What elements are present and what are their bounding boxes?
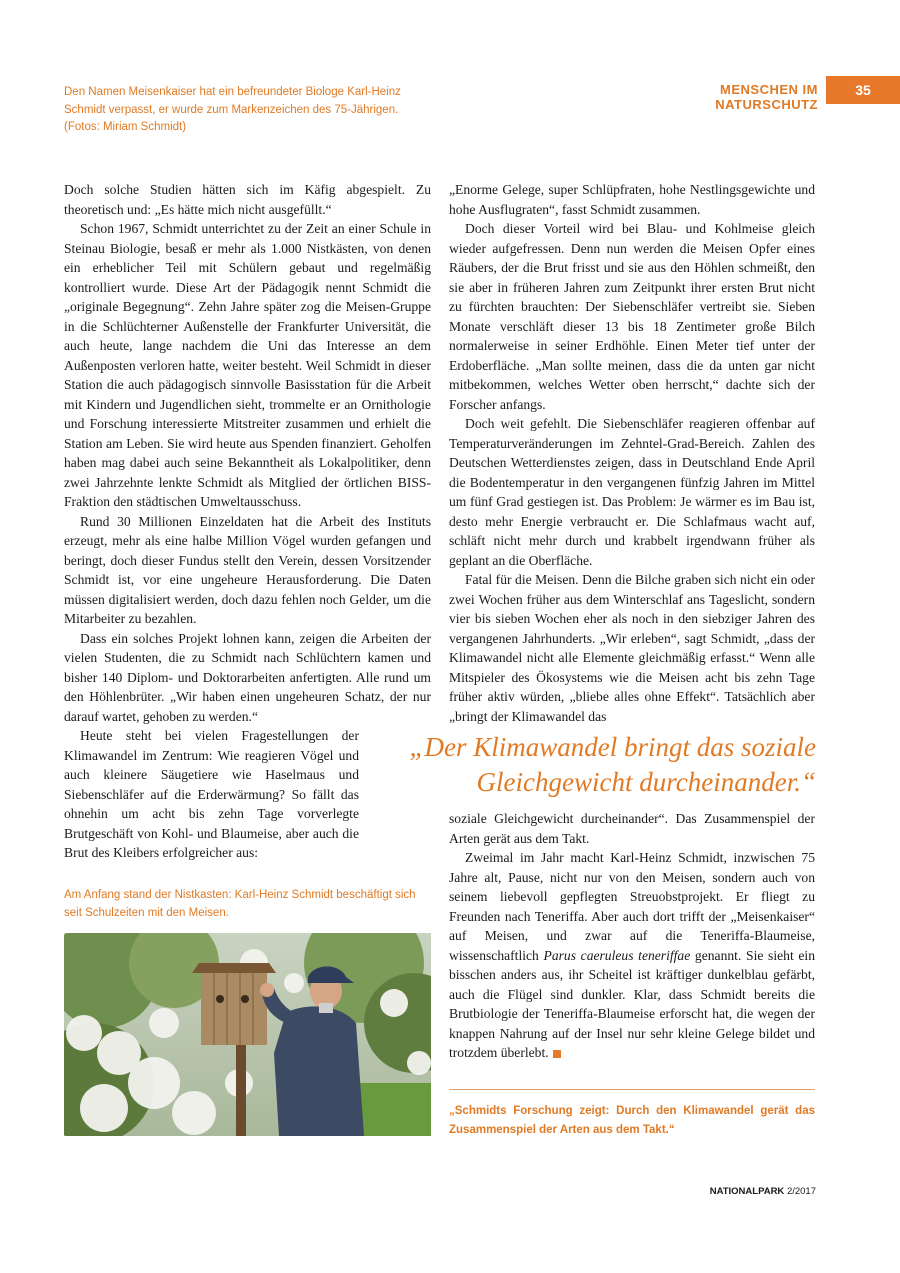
divider: [449, 1089, 815, 1090]
paragraph: Doch solche Studien hätten sich im Käfig abgespielt. Zu theoretisch und: „Es hätte mich nicht ausgefüllt.“: [64, 182, 431, 217]
paragraph-text: genannt. Sie sieht ein bisschen anders aus, ihr Scheitel ist kräftiger dunkelblau gefärbt, auch die Flügel sind dunkler. Klar, dass Schmidt bereits die Brutbiologie der Teneriffa-Blaumeise erforscht hat, die wegen der knappen Nahrung auf der Insel nur sehr kleine Gelege bildet und trotzdem überlebt.: [449, 947, 815, 1060]
paragraph: Rund 30 Millionen Einzeldaten hat die Arbeit des Instituts erzeugt, mehr als eine halbe Million Vögel wurden gefangen und beringt, doch dieser Fundus stellt den Verein, dessen Vorsitzender Schmidt ist, vor eine ungeheure Herausforderung. Die Daten müssen digitalisiert werden, doch dazu fehlen noch Gelder, um die Mitarbeiter zu bezahlen.: [64, 513, 431, 626]
paragraph: soziale Gleichgewicht durcheinander“. Das Zusammenspiel der Arten gerät aus dem Takt.: [449, 811, 815, 846]
paragraph: „Enorme Gelege, super Schlüpfraten, hohe Nestlingsgewichte und hohe Ausflugraten“, fasst Schmidt zusammen.: [449, 182, 815, 217]
paragraph-text: Zweimal im Jahr macht Karl-Heinz Schmidt, inzwischen 75 Jahre alt, Pause, nicht nur von den Meisen, sondern auch von seinem liebevoll gepflegten Streuobstprojekt. Er fliegt zu Freunden nach Teneriffa. Aber auch dort trifft der „Meisenkaiser“ auf Meisen, und zwar auf die Teneriffa-Blaumeise, wissenschaftlich: [449, 850, 815, 963]
photo-caption-top: Den Namen Meisenkaiser hat ein befreundeter Biologe Karl-Heinz Schmidt verpasst, er wurde zum Markenzeichen des 75-Jährigen. (Fotos: Miriam Schmidt): [64, 86, 401, 133]
paragraph: Heute steht bei vielen Fragestellungen der Klimawandel im Zentrum: Wie reagieren Vögel und auch kleinere Säugetiere wie Haselmaus und Siebenschläfer auf die Erderwärmung? So fällt das ohnehin um acht bis zehn Tage vorverlegte Brutgeschäft von Kohl- und Blaumeise, aber auch die Brut des Kleibers erfolgreicher aus:: [64, 728, 359, 860]
paragraph: [449, 848, 815, 1063]
photo-caption-bottom: Am Anfang stand der Nistkasten: Karl-Heinz Schmidt beschäftigt sich seit Schulzeiten mit den Meisen.: [64, 889, 416, 919]
section-title: MENSCHEN IM NATURSCHUTZ: [715, 82, 818, 112]
pull-quote: [360, 730, 816, 800]
photo-nest-box: [64, 933, 431, 1136]
right-column-top: [449, 180, 815, 726]
paragraph: Doch weit gefehlt. Die Siebenschläfer reagieren offenbar auf Temperaturveränderungen im Zehntel-Grad-Bereich. Zahlen des Deutschen Wetterdienstes zeigen, dass in Deutschland Ende April die Bodentemperatur in den vergangenen fünfzig Jahren im Mittel um fünf Grad gestiegen ist. Das Problem: Je wärmer es im Bau ist, desto mehr Energie verbraucht er. Die Schlafmaus wacht auf, schläft nicht mehr durch und krabbelt irgendwann früher als geplant an die Oberfläche.: [449, 416, 815, 568]
footer: [640, 1186, 816, 1197]
end-mark-icon: [553, 1050, 561, 1058]
footer-brand: NATIONALPARK: [709, 1186, 785, 1197]
paragraph: Doch dieser Vorteil wird bei Blau- und Kohlmeise gleich wieder aufgefressen. Denn nun werden die Meisen Opfer eines Räubers, der die Brut frisst und sie aus den Höhlen schmeißt, den sie aber in früheren Jahren zum Zeitpunkt ihrer ersten Brut nicht zu fürchten brauchten: Der Siebenschläfer vertreibt sie. Sieben Monate verschläft dieser 13 bis 18 Zentimeter große Bilch normalerweise in seiner Erdhöhle. Einen Meter tief unter der Erdoberfläche. „Man sollte meinen, dass die da unten gar nicht mitbekommen, welches Wetter oben herrscht,“ dachte sich der Forscher anfangs.: [449, 221, 815, 412]
right-column-bottom: [449, 809, 815, 1063]
pull-quote-line: „Der Klimawandel bringt das soziale: [409, 732, 816, 762]
pull-quote-line: Gleichgewicht durcheinander.“: [476, 767, 816, 797]
paragraph: Dass ein solches Projekt lohnen kann, zeigen die Arbeiten der vielen Studenten, die zu Schmidt nach Schlüchtern kamen und bisher 140 Diplom- und Doktorarbeiten anfertigten. Alle rund um den Höhlenbrüter. „Wir haben einen ungeheuren Schatz, der nur darauf wartet, gehoben zu werden.“: [64, 630, 431, 724]
paragraph: Schon 1967, Schmidt unterrichtet zu der Zeit an einer Schule in Steinau Biologie, besaß er mehr als 1.000 Nistkästen, von denen ein erheblicher Teil mit Schülern gebaut und regelmäßig kontrolliert wurde. Diese Art der Pädagogik nennt Schmidt die „originale Begegnung“. Zehn Jahre später zog die Meisen-Gruppe in die Schlüchterner Außenstelle der Frankfurter Universität, die auch heute, lange nachdem die Uni das Interesse an dem Außenposten verloren hatte, weiter besteht. Weil Schmidt in dieser Station die auch pädagogisch sinnvolle Basisstation für die Arbeit mit Kindern und Jugendlichen sieht, trommelte er an Ornithologie und Forschung interessierte Mitstreiter zusammen und erhielt die Station am Leben. Sie wird heute aus Spenden finanziert. Geholfen haben mag dabei auch seine Bekanntheit als Lokalpolitiker, denn zwei Jahrzehnte lenkte Schmidt als Mitglied der örtlichen BISS-Fraktion den städtischen Umweltausschuss.: [64, 221, 431, 509]
page-number: 35: [826, 76, 900, 104]
species-name: Parus caeruleus teneriffae: [543, 947, 691, 963]
footer-issue: 2/2017: [786, 1186, 816, 1197]
paragraph: Fatal für die Meisen. Denn die Bilche graben sich nicht ein oder zwei Wochen früher aus dem Winterschlaf ans Tageslicht, sondern vier bis sieben Wochen eher als noch in den siebziger Jahren des vergangenen Jahrhunderts. „Wir erleben“, sagt Schmidt, „dass der Klimawandel nicht alle Elemente gleichmäßig erfasst.“ Wenn alle Mitspieler des Ökosystems wie die Meisen acht bis zehn Tage früher aktiv würden, „bliebe alles ohne Effekt“. Tatsächlich aber „bringt der Klimawandel das: [449, 572, 815, 724]
photo-illustration: [64, 933, 431, 1136]
highlight-quote: „Schmidts Forschung zeigt: Durch den Klimawandel gerät das Zusammenspiel der Arten aus dem Takt.“: [449, 1105, 815, 1136]
